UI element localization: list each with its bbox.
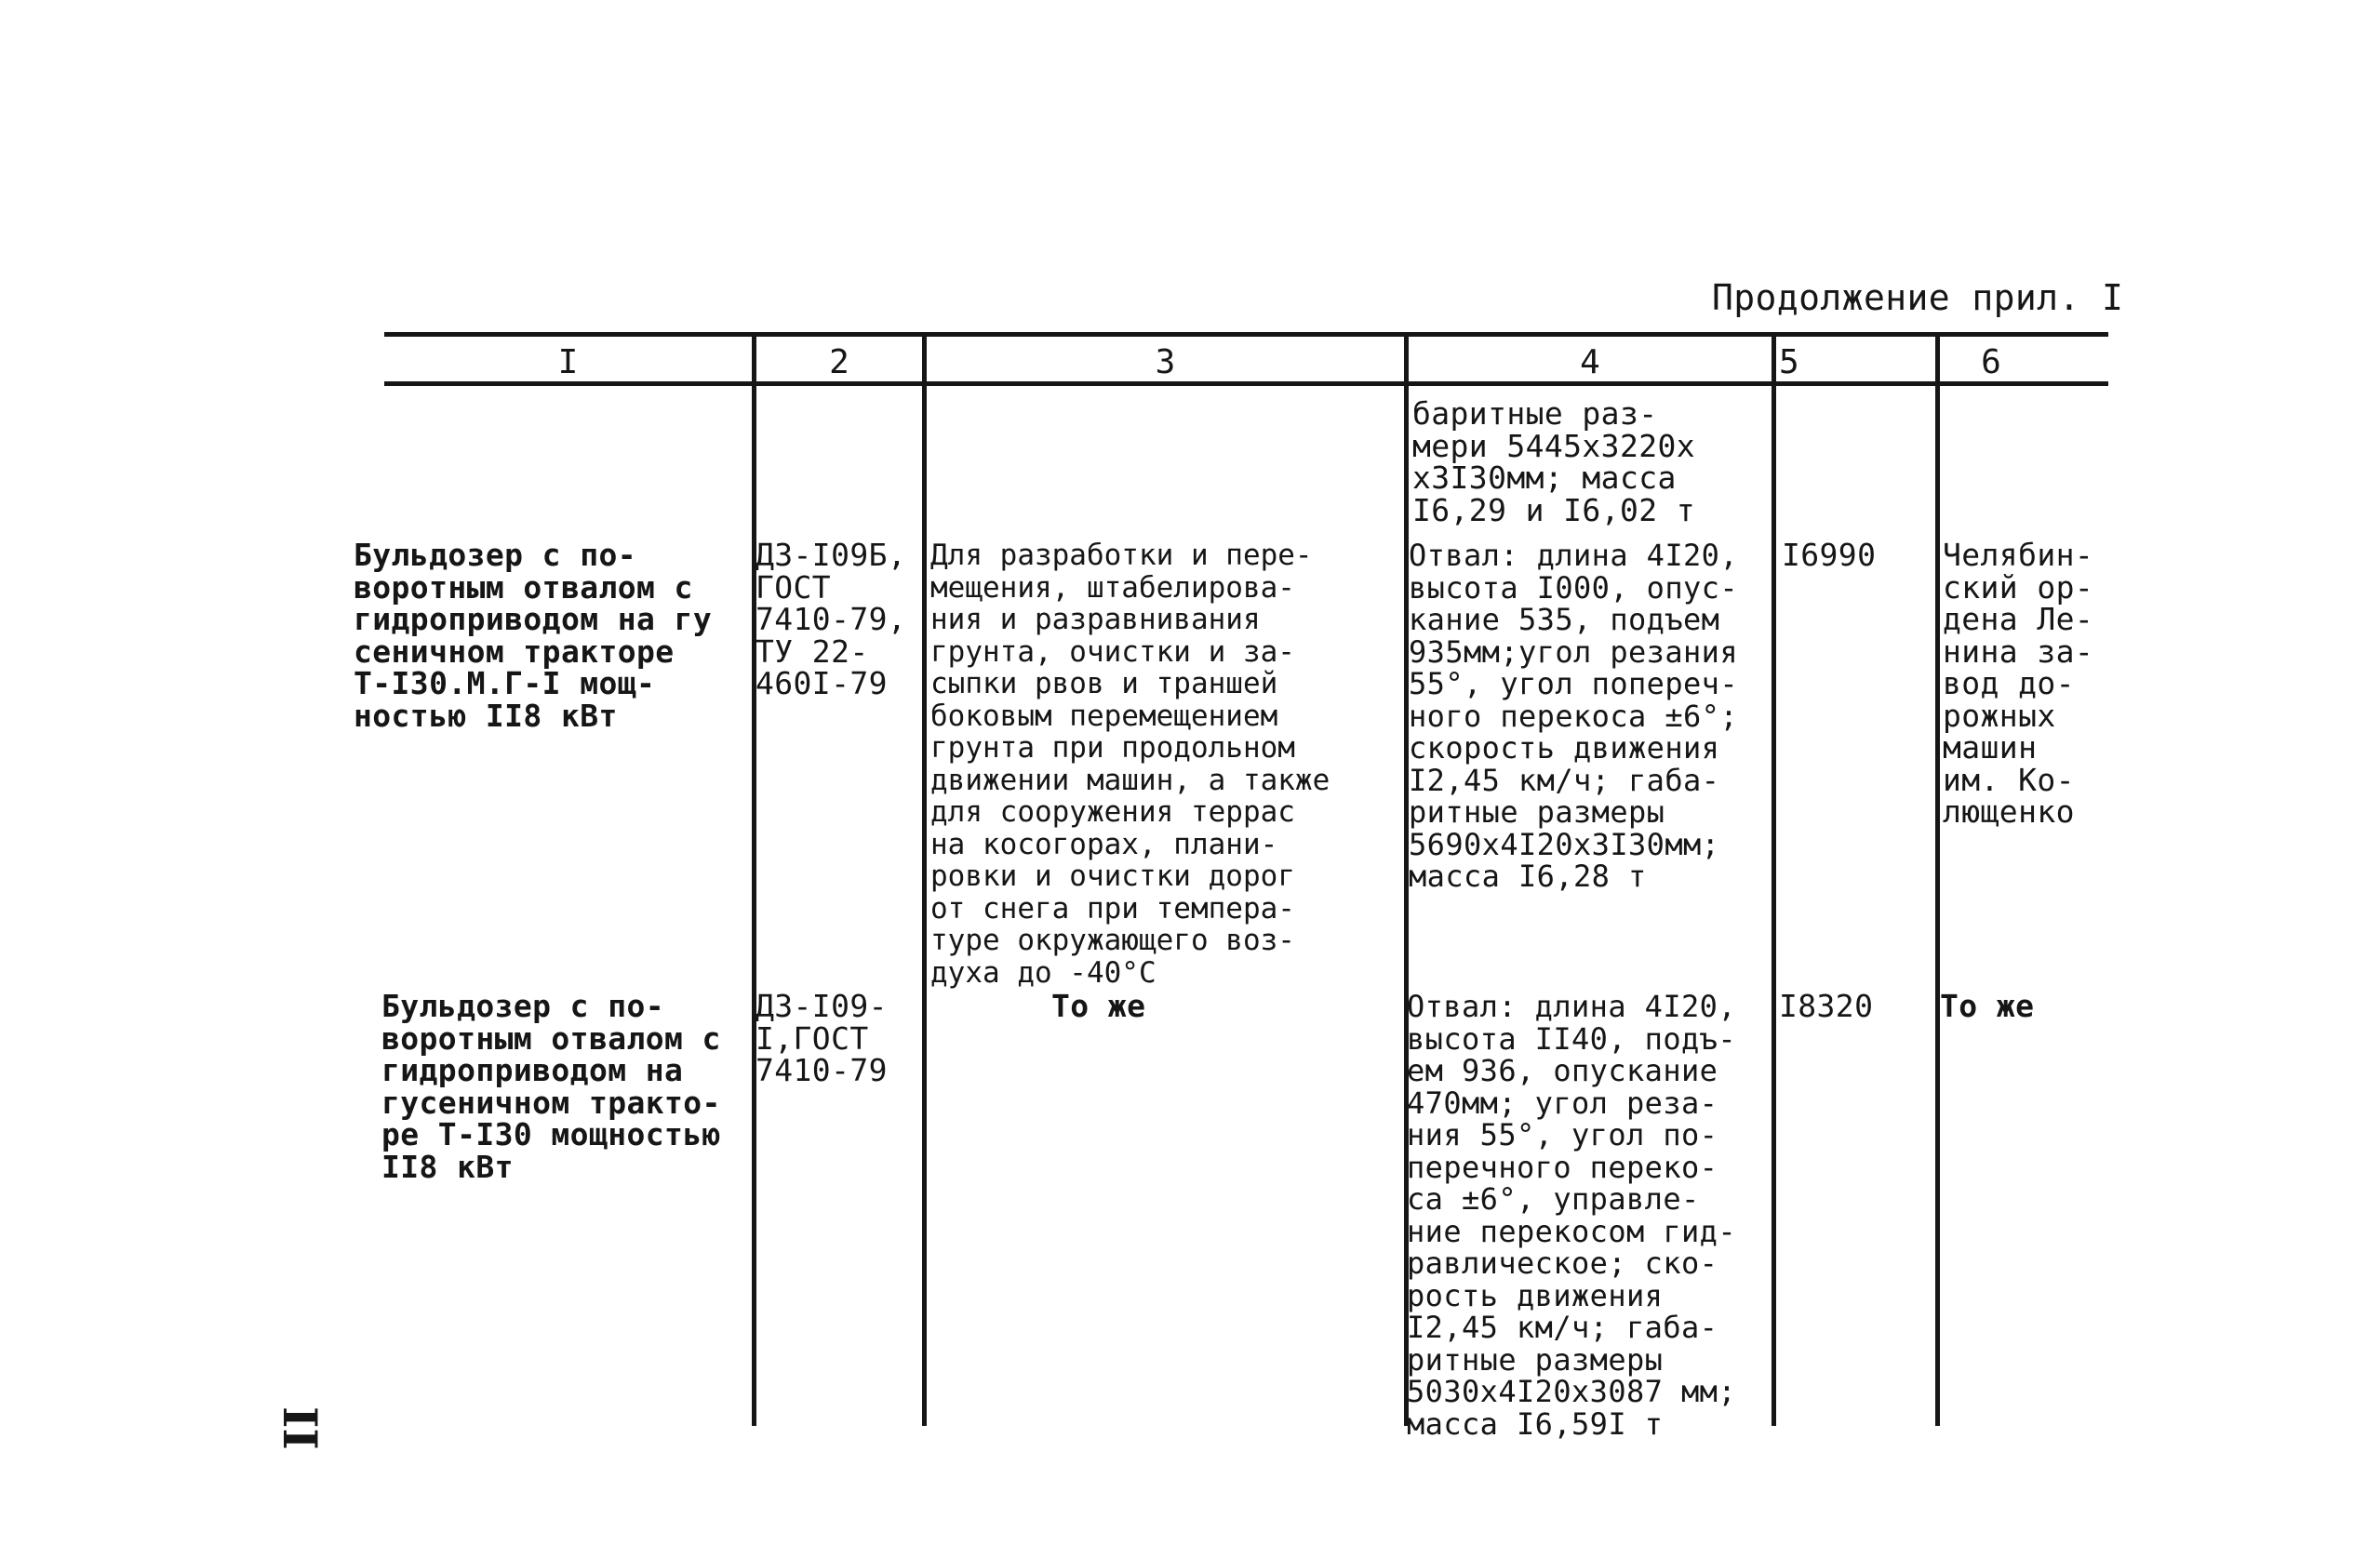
column-header-4: 4 (1580, 343, 1600, 381)
row2-purpose: То же (1051, 988, 1146, 1024)
row1-price: I6990 (1782, 537, 1877, 573)
row2-machine-name: Бульдозер с по- воротным отвалом с гидроприводом на гусеничном тракто- ре Т-I30 мощностью II8 кВт (381, 988, 721, 1185)
row2-manufacturer: То же (1940, 988, 2035, 1024)
continuation-label: Продолжение прил. I (1712, 277, 2124, 318)
row2-model-standard: ДЗ-I09- I,ГОСТ 7410-79 (755, 988, 888, 1088)
row1-manufacturer: Челябин- ский ор- дена Ле- нина за- вод до- рожных машин им. Ко- лющенко (1943, 537, 2094, 830)
column-header-6: 6 (1981, 343, 2001, 381)
column-divider-4-5 (1772, 335, 1776, 1426)
header-bottom-rule (384, 381, 2108, 386)
row2-specifications: Отвал: длина 4I20, высота II40, подъ- ем 936, опускание 470мм; угол реза- ния 55°, угол по- перечного переко- са ±6°, управле- ние перекосом гид- равлическое; ско- рость движения I2,45 км/ч; габа- ритные размеры 5030x4I20x3087 мм; масса I6,59I т (1407, 989, 1736, 1442)
column-header-3: 3 (1155, 343, 1176, 381)
column-header-2: 2 (829, 343, 849, 381)
page-number: II (273, 1406, 328, 1450)
column-divider-5-6 (1935, 335, 1940, 1426)
row1-machine-name: Бульдозер с по- воротным отвалом с гидроприводом на гу сеничном тракторе Т-I30.М.Г-I мощ- ностью II8 кВт (354, 537, 713, 734)
column-divider-2-3 (922, 335, 927, 1426)
row2-price: I8320 (1779, 988, 1874, 1024)
column-header-1: I (557, 343, 579, 381)
column-header-5: 5 (1779, 343, 1799, 381)
column-divider-1-2 (752, 335, 756, 1426)
carryover-col4-text: баритные раз- мери 5445x3220x x3I30мм; масса I6,29 и I6,02 т (1412, 395, 1696, 528)
row1-specifications: Отвал: длина 4I20, высота I000, опус- кание 535, подъем 935мм;угол резания 55°, угол попереч- ного перекоса ±6°; скорость движения I2,45 км/ч; габа- ритные размеры 5690x4I20x3I30мм; масса I6,28 т (1409, 538, 1738, 894)
table-top-rule (384, 332, 2108, 337)
row1-purpose: Для разработки и пере- мещения, штабелирова- ния и разравнивания грунта, очистки и за- сыпки рвов и траншей боковым перемещением грунта при продольном движении машин, а также для сооружения террас на косогорах, плани- ровки и очистки дорог от снега при темпера- туре окружающего воз- духа до -40°С (930, 539, 1330, 990)
row1-model-standard: ДЗ-I09Б, ГОСТ 7410-79, ТУ 22- 460I-79 (755, 537, 907, 701)
